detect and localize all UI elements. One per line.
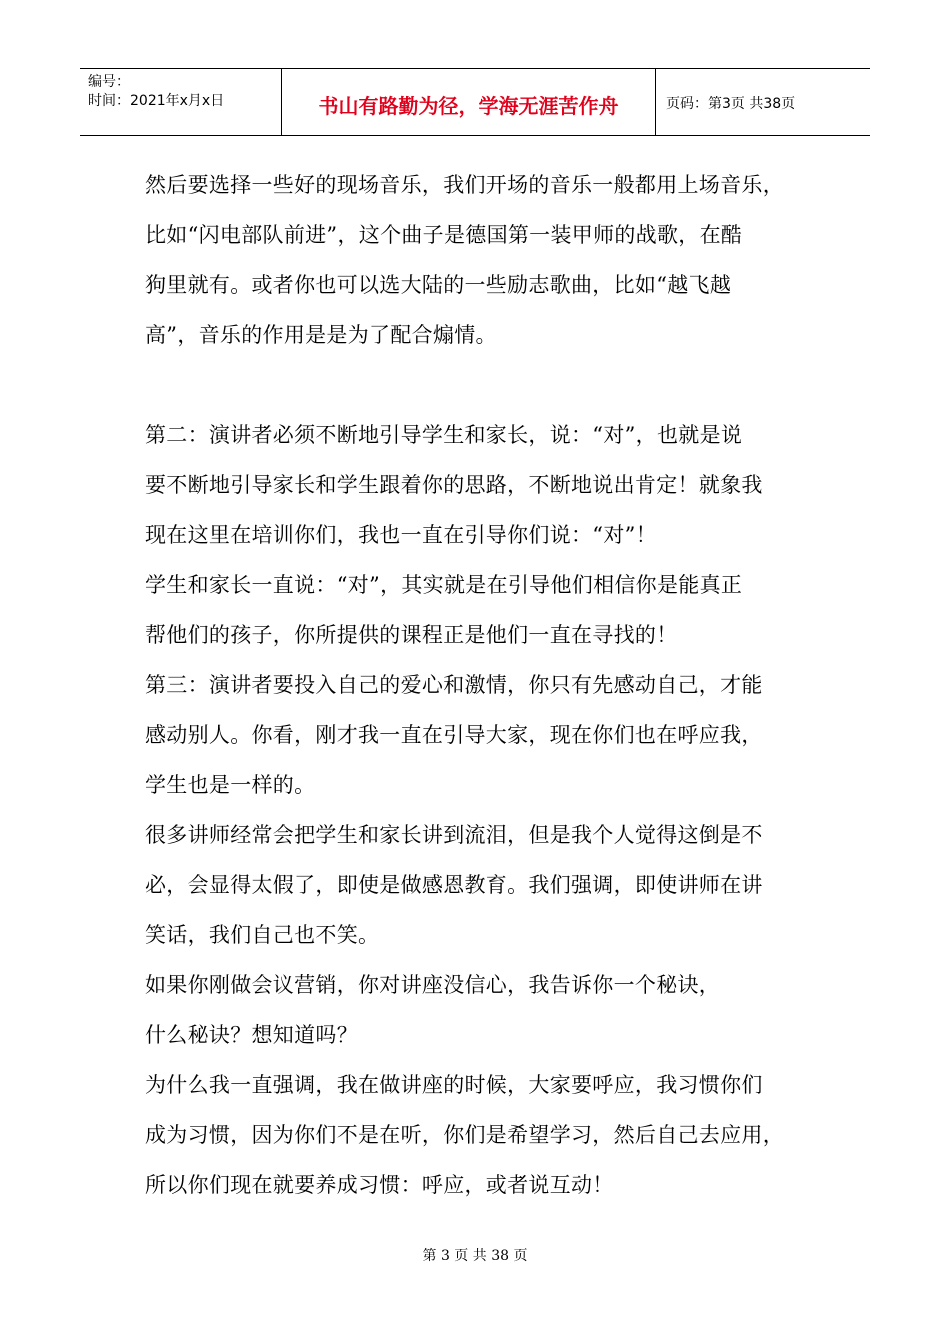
body-line: 学生也是一样的。 [145, 773, 316, 797]
page-footer: 第 3 页 共 38 页 [422, 1248, 528, 1264]
body-line: 很多讲师经常会把学生和家长讲到流泪，但是我个人觉得这倒是不 [145, 823, 763, 847]
document-header [80, 68, 870, 136]
body-line: 然后要选择一些好的现场音乐，我们开场的音乐一般都用上场音乐， [145, 173, 784, 197]
body-line: 要不断地引导家长和学生跟着你的思路，不断地说出肯定！就象我 [145, 473, 763, 497]
body-line: 如果你刚做会议营销，你对讲座没信心，我告诉你一个秘诀， [145, 973, 721, 997]
body-line: 成为习惯，因为你们不是在听，你们是希望学习，然后自己去应用， [145, 1123, 784, 1147]
body-line: 狗里就有。或者你也可以选大陆的一些励志歌曲，比如“越飞越 [145, 273, 732, 297]
body-line: 学生和家长一直说：“对”，其实就是在引导他们相信你是能真正 [145, 573, 743, 597]
body-line: 为什么我一直强调，我在做讲座的时候，大家要呼应，我习惯你们 [145, 1073, 763, 1097]
body-line: 所以你们现在就要养成习惯：呼应，或者说互动！ [145, 1173, 614, 1197]
body-line: 高”，音乐的作用是是为了配合煽情。 [145, 323, 497, 347]
header-motto: 书山有路勤为径，学海无涯苦作舟 [282, 69, 656, 135]
body-line: 现在这里在培训你们，我也一直在引导你们说：“对”！ [145, 523, 657, 547]
body-line: 什么秘诀？想知道吗？ [145, 1023, 358, 1047]
document-time-label: 时间：2021年x月x日 [88, 93, 225, 109]
header-meta [80, 69, 282, 135]
body-line: 比如“闪电部队前进”，这个曲子是德国第一装甲师的战歌，在酷 [145, 223, 743, 247]
document-number-label: 编号： [88, 74, 130, 90]
header-page-info: 页码：第3页 共38页 [666, 96, 796, 112]
body-line: 笑话，我们自己也不笑。 [145, 923, 380, 947]
body-line: 第三：演讲者要投入自己的爱心和激情，你只有先感动自己，才能 [145, 673, 763, 697]
body-line: 必，会显得太假了，即使是做感恩教育。我们强调，即使讲师在讲 [145, 873, 763, 897]
body-line: 第二：演讲者必须不断地引导学生和家长，说：“对”，也就是说 [145, 423, 743, 447]
document-body [145, 160, 825, 1210]
body-line [145, 360, 825, 410]
body-line: 帮他们的孩子，你所提供的课程正是他们一直在寻找的！ [145, 623, 678, 647]
body-line: 感动别人。你看，刚才我一直在引导大家，现在你们也在呼应我， [145, 723, 763, 747]
